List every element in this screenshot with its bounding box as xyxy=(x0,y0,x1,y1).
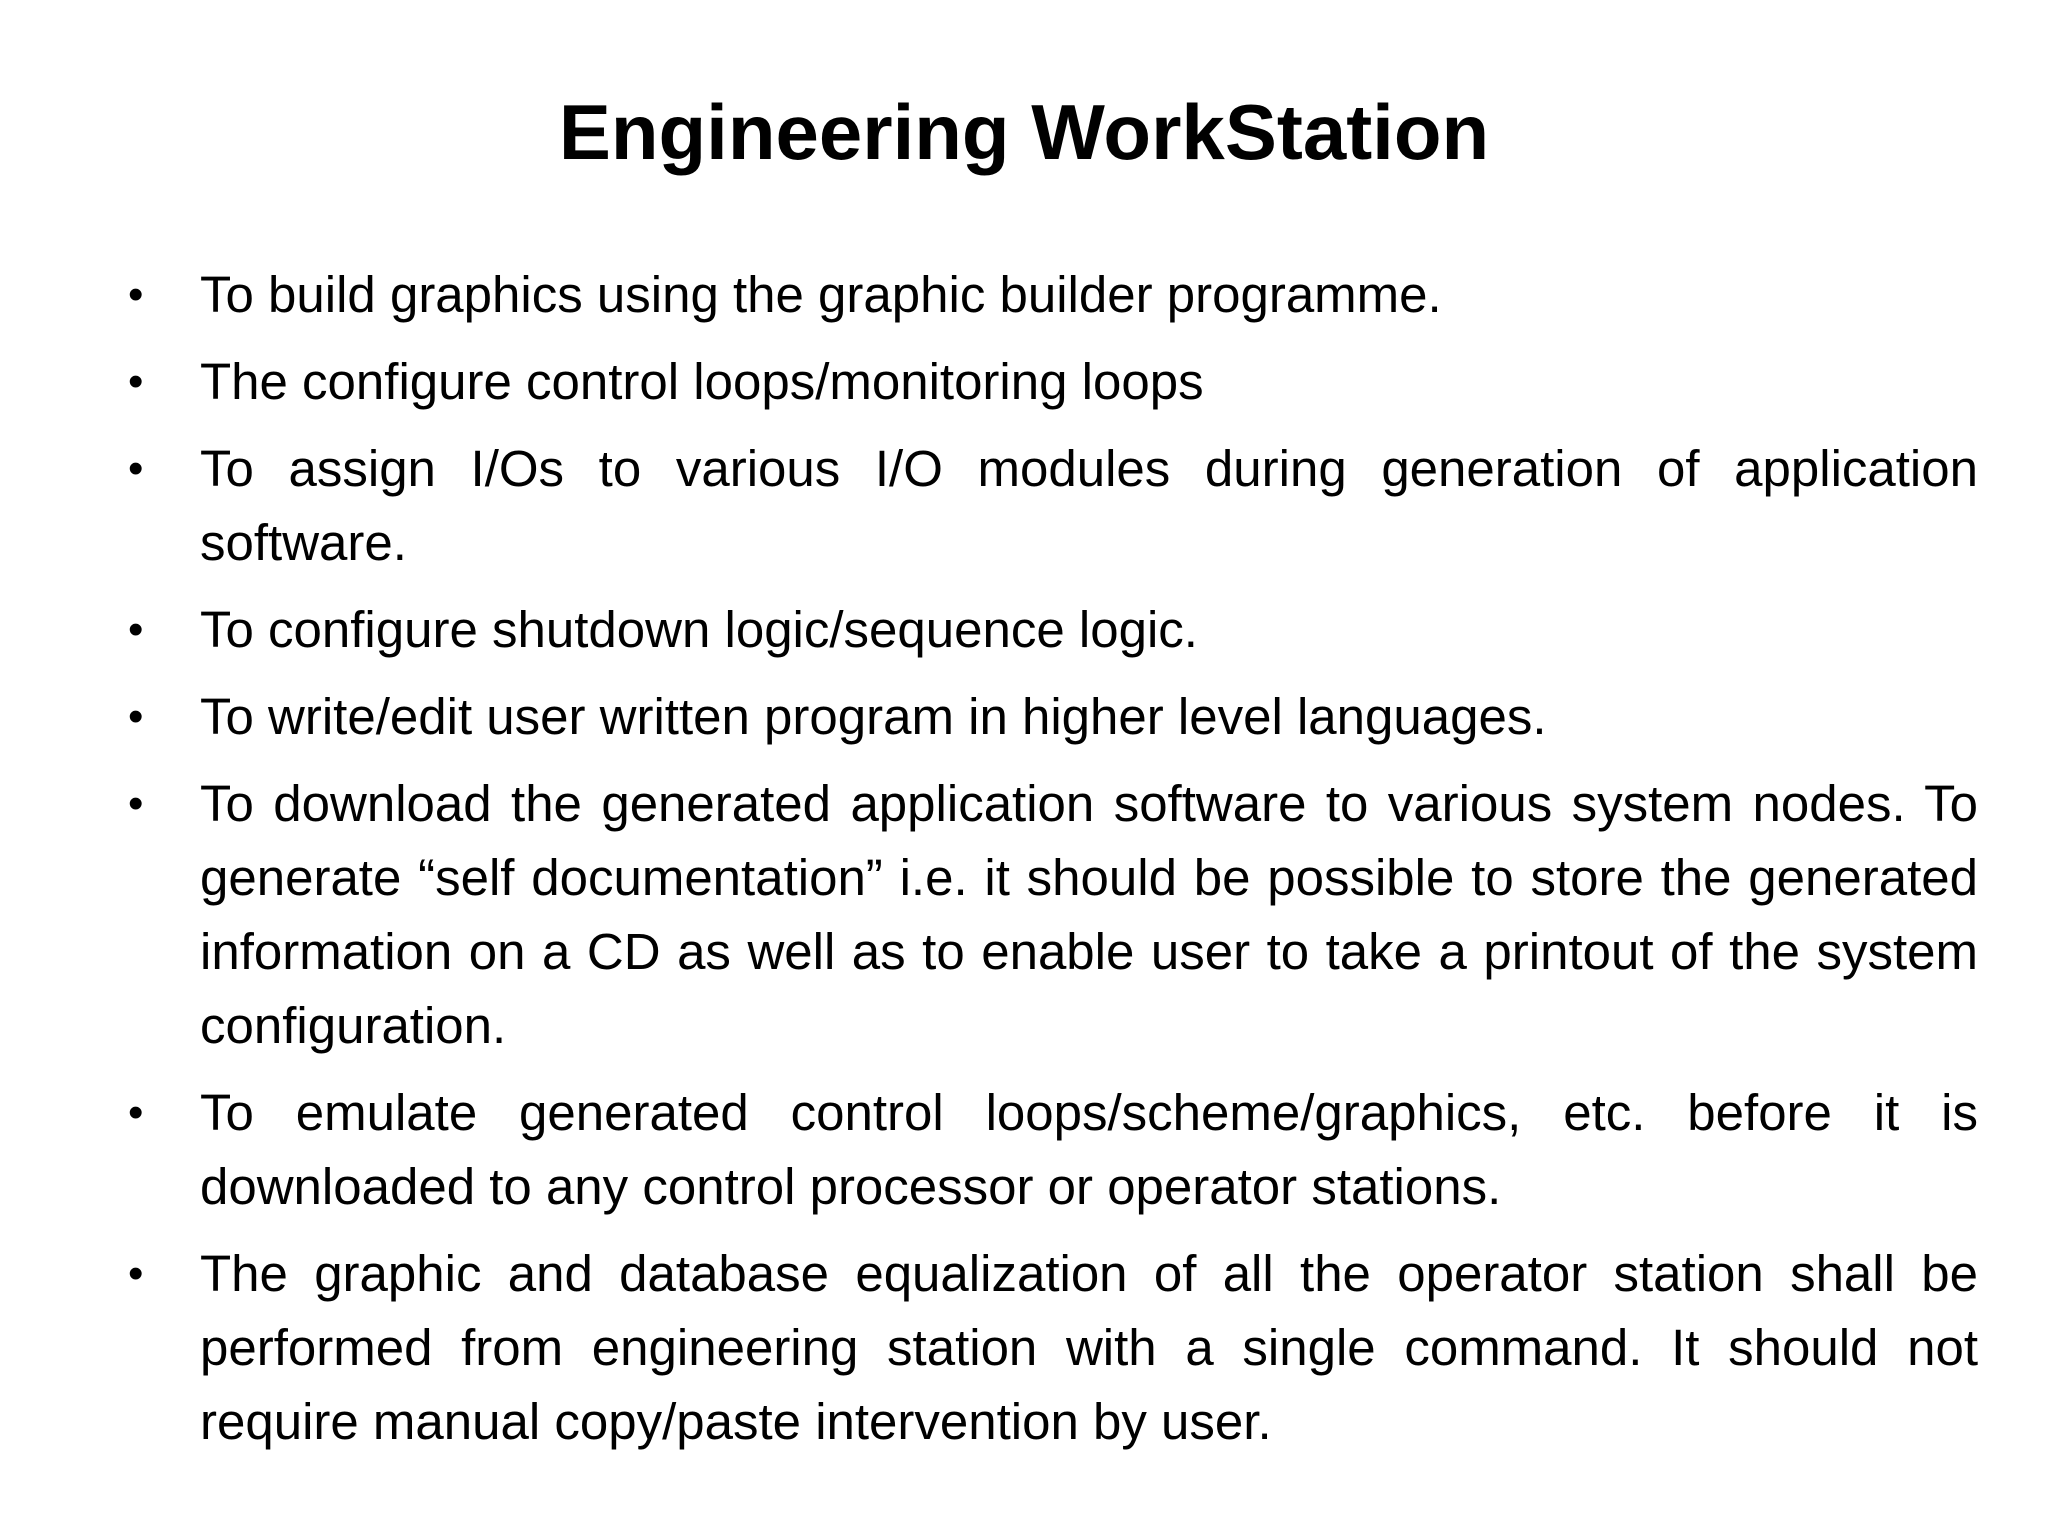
bullet-item xyxy=(120,1076,1978,1224)
bullet-dot-icon: • xyxy=(128,444,144,493)
bullet-dot-icon: • xyxy=(128,1088,144,1137)
bullet-text: To configure shutdown logic/sequence logic. xyxy=(200,601,1198,658)
bullet-item xyxy=(120,593,1978,667)
bullet-text: To build graphics using the graphic builder programme. xyxy=(200,266,1442,323)
bullet-text: To download the generated application software to various system nodes. To generate “self documentation” i.e. it should be possible to store the generated information on a CD as well as to enable user to take a printout of the system configuration. xyxy=(200,775,1978,1054)
bullet-dot-icon: • xyxy=(128,605,144,654)
bullet-text: The configure control loops/monitoring loops xyxy=(200,353,1204,410)
bullet-text: To assign I/Os to various I/O modules during generation of application software. xyxy=(200,440,1978,571)
bullet-item xyxy=(120,767,1978,1063)
bullet-text: To write/edit user written program in higher level languages. xyxy=(200,688,1547,745)
bullet-list xyxy=(120,258,1978,1472)
bullet-dot-icon: • xyxy=(128,357,144,406)
slide-title: Engineering WorkStation xyxy=(558,88,1490,176)
bullet-dot-icon: • xyxy=(128,270,144,319)
bullet-item xyxy=(120,680,1978,754)
bullet-dot-icon: • xyxy=(128,692,144,741)
bullet-item xyxy=(120,432,1978,580)
bullet-item xyxy=(120,258,1978,332)
bullet-dot-icon: • xyxy=(128,779,144,828)
bullet-text: The graphic and database equalization of all the operator station shall be performed from engineering station with a single command. It should not require manual copy/paste intervention by user. xyxy=(200,1245,1978,1450)
bullet-item xyxy=(120,345,1978,419)
bullet-dot-icon: • xyxy=(128,1249,144,1298)
bullet-text: To emulate generated control loops/scheme/graphics, etc. before it is downloaded to any control processor or operator stations. xyxy=(200,1084,1978,1215)
bullet-item xyxy=(120,1237,1978,1459)
